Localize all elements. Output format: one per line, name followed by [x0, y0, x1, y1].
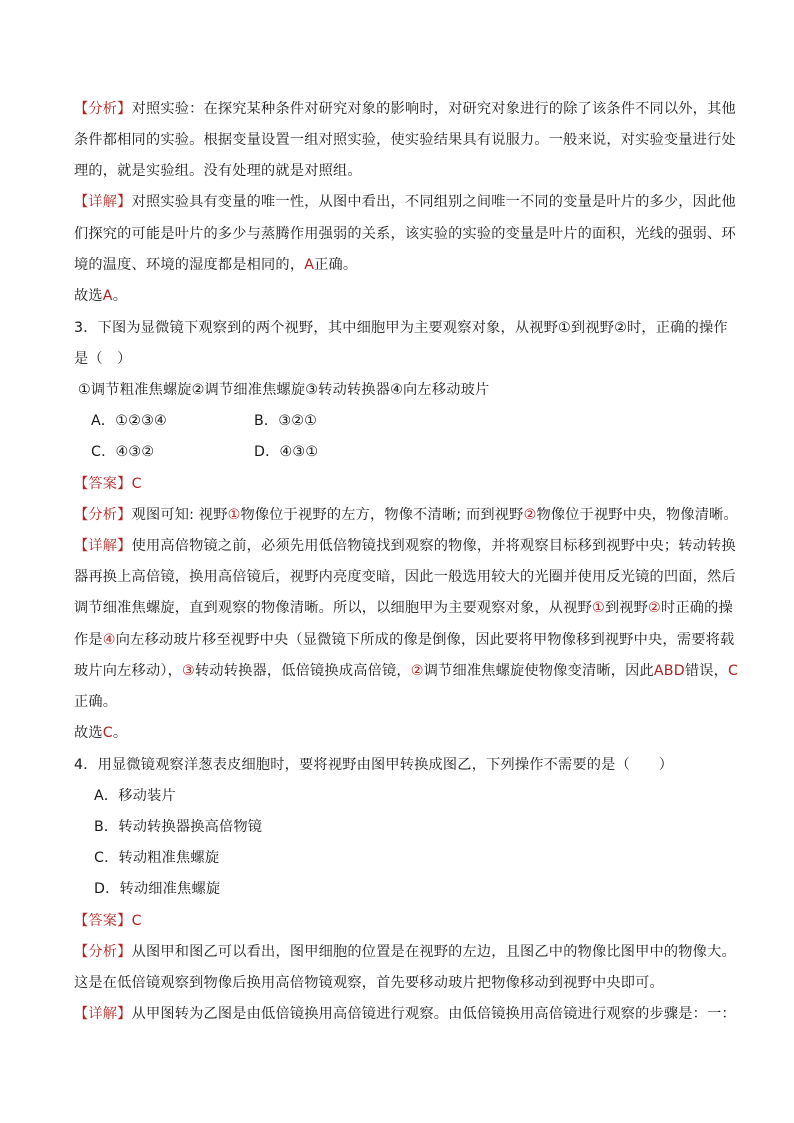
answer-tag: 【答案】: [74, 476, 132, 492]
analysis-tag: 【分析】: [74, 944, 132, 960]
analysis-line: 【分析】观图可知: 视野①物像位于视野的左方，物像不清晰; 而到视野②物像位于视野中央，物像清晰。: [74, 507, 738, 523]
detail-line: 【详解】对照实验具有变量的唯一性，从图中看出，不同组别之间唯一不同的变量是叶片的多少，因此他: [74, 194, 736, 210]
option-c: C．④③②: [91, 444, 155, 460]
detail-line: 器再换上高倍镜，换用高倍镜后，视野内亮度变暗，因此一般选用较大的光圈并使用反光镜的凹面，然后: [74, 569, 736, 585]
answer-tag: 【答案】: [74, 913, 132, 929]
question-3-stem: 3．下图为显微镜下观察到的两个视野，其中细胞甲为主要观察对象，从视野①到视野②时，正确的操作: [74, 320, 728, 336]
detail-line: 【详解】从甲图转为乙图是由低倍镜换用高倍镜进行观察。由低倍镜换用高倍镜进行观察的步骤是：一：: [74, 1006, 736, 1022]
detail-line: 境的温度、环境的湿度都是相同的，A正确。: [74, 257, 358, 273]
analysis-line: 【分析】从图甲和图乙可以看出，图甲细胞的位置是在视野的左边，且图乙中的物像比图甲中的物像大。: [74, 944, 736, 960]
conclusion-line: 故选C。: [74, 725, 128, 741]
analysis-line: 理的，就是实验组。没有处理的就是对照组。: [74, 163, 362, 179]
answer-value: C: [131, 913, 142, 929]
question-3-stem: 是（ ）: [74, 351, 132, 367]
option-a: A．移动装片: [94, 788, 176, 804]
detail-line: 作是④向左移动玻片移至视野中央（显微镜下所成的像是倒像，因此要将甲物像移到视野中央，需要将载: [74, 632, 735, 648]
answer-value: C: [131, 476, 142, 492]
question-3-options-row: [91, 411, 741, 431]
detail-line: 正确。: [74, 694, 118, 710]
conclusion-line: 故选A。: [74, 288, 128, 304]
question-3-steps: ①调节粗准焦螺旋②调节细准焦螺旋③转动转换器④向左移动玻片: [78, 382, 490, 398]
analysis-line: 这是在低倍镜观察到物像后换用高倍物镜观察，首先要移动玻片把物像移动到视野中央即可。: [74, 975, 664, 991]
detail-tag: 【详解】: [74, 1006, 132, 1022]
option-a: A．①②③④: [91, 413, 167, 429]
option-d: D．转动细准焦螺旋: [94, 881, 221, 897]
question-4-stem: 4．用显微镜观察洋葱表皮细胞时，要将视野由图甲转换成图乙，下列操作不需要的是（ ）: [74, 757, 674, 773]
question-3-options-row: [91, 442, 741, 462]
detail-line: 玻片向左移动），③转动转换器，低倍镜换成高倍镜，②调节细准焦螺旋使物像变清晰，因此ABD错误，C: [74, 663, 739, 679]
detail-line: 调节细准焦螺旋，直到观察的物像清晰。所以，以细胞甲为主要观察对象，从视野①到视野②时正确的操: [74, 600, 733, 616]
option-d: D．④③①: [254, 444, 319, 460]
detail-line: 【详解】使用高倍物镜之前，必须先用低倍物镜找到观察的物像，并将观察目标移到视野中央；转动转换: [74, 538, 736, 554]
answer-line: [74, 474, 724, 494]
detail-tag: 【详解】: [74, 194, 132, 210]
detail-tag: 【详解】: [74, 538, 132, 554]
analysis-tag: 【分析】: [74, 101, 132, 117]
analysis-line: 【分析】对照实验：在探究某种条件对研究对象的影响时，对研究对象进行的除了该条件不同以外，其他: [74, 101, 736, 117]
analysis-tag: 【分析】: [74, 507, 132, 523]
detail-line: 们探究的可能是叶片的多少与蒸腾作用强弱的关系，该实验的实验的变量是叶片的面积，光线的强弱、环: [74, 226, 736, 242]
option-b: B．③②①: [254, 413, 318, 429]
analysis-line: 条件都相同的实验。根据变量设置一组对照实验，使实验结果具有说服力。一般来说，对实验变量进行处: [74, 132, 736, 148]
option-b: B．转动转换器换高倍物镜: [94, 819, 263, 835]
answer-line: [74, 911, 724, 931]
option-c: C．转动粗准焦螺旋: [94, 850, 220, 866]
